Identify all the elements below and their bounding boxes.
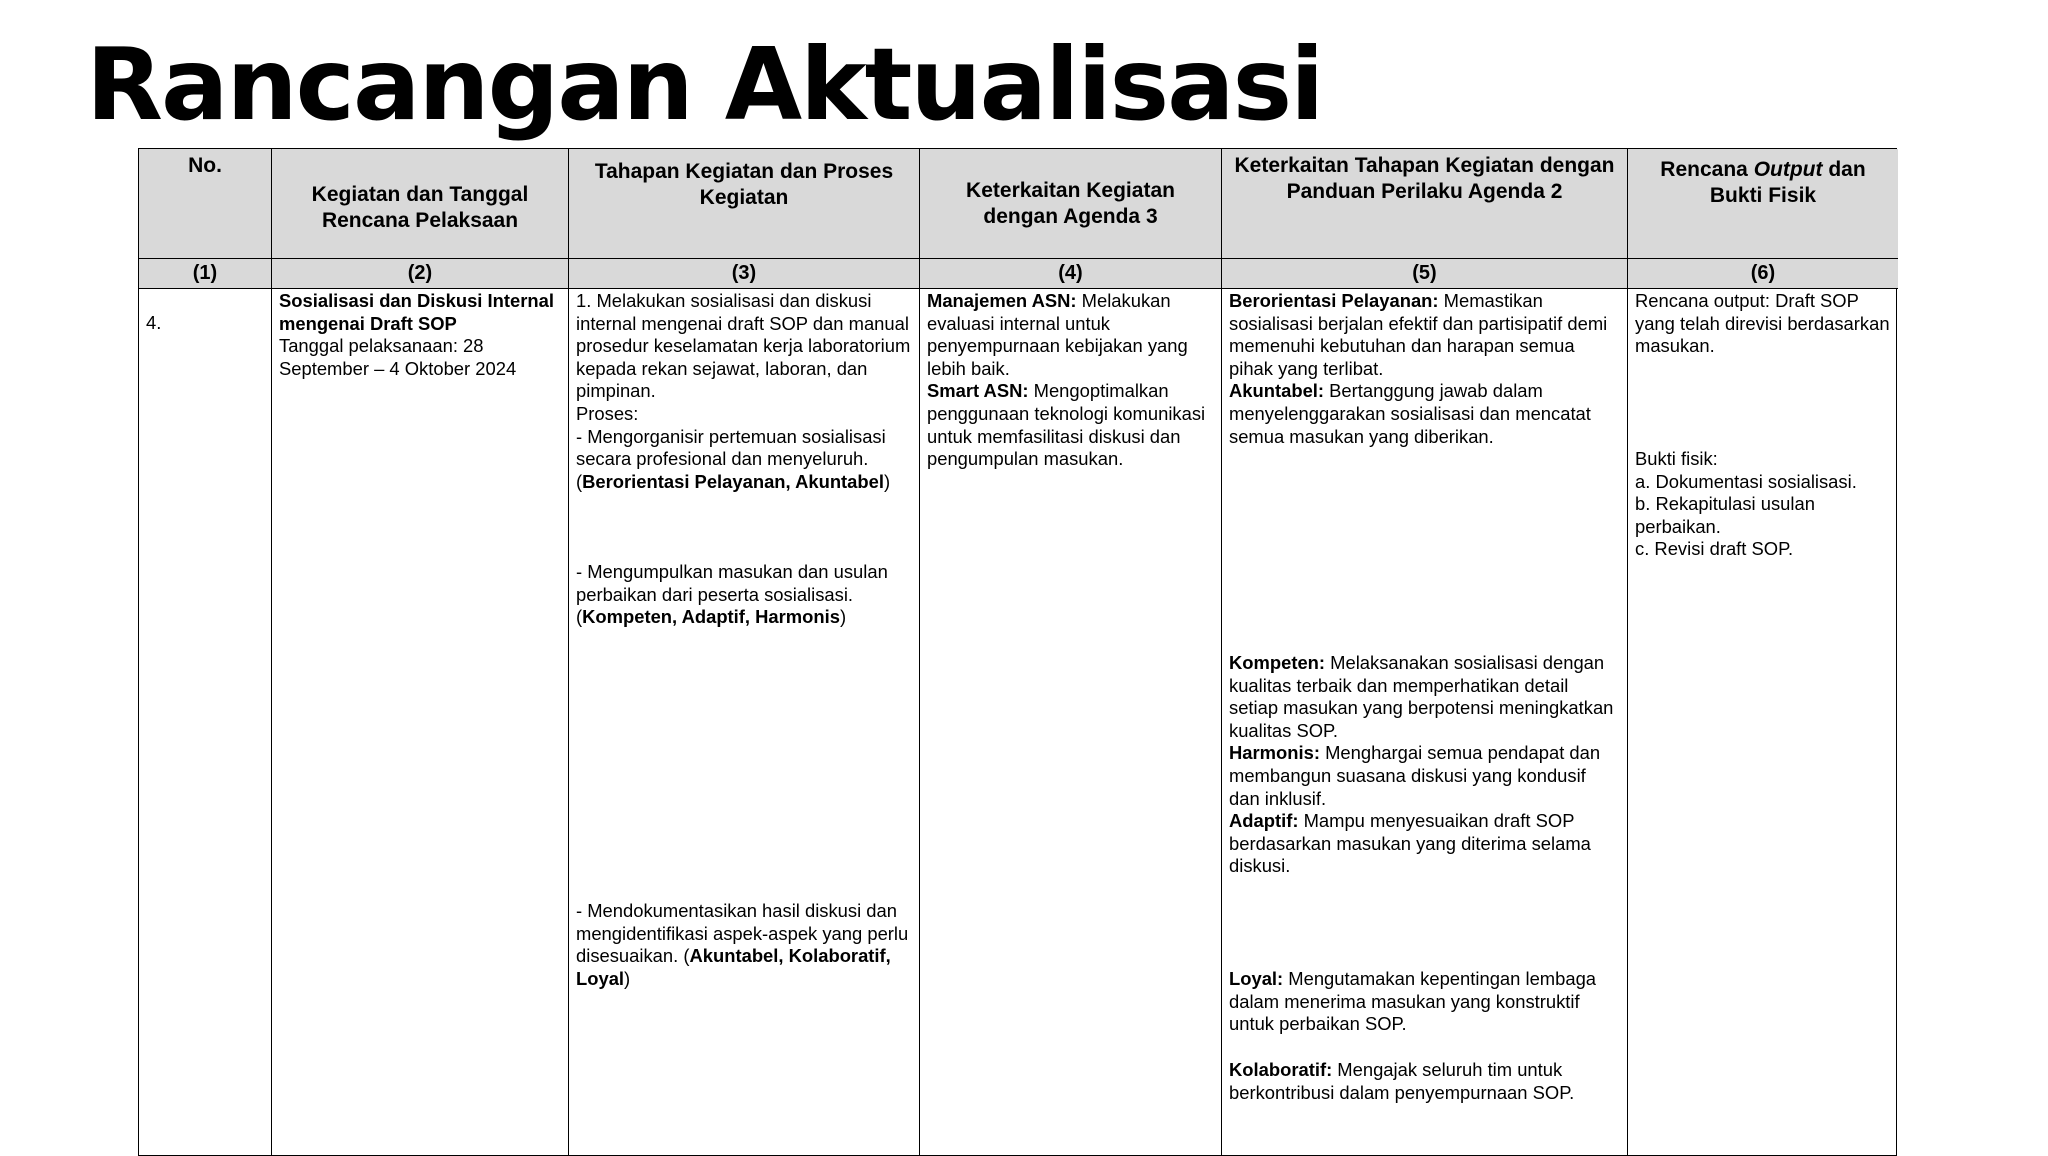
loyal-label: Loyal: [1229, 968, 1284, 989]
cell-agenda2 [1222, 290, 1627, 1155]
agenda2-block-1 [1229, 290, 1621, 448]
adaptif-text: Mampu menyesuaikan draft SOP berdasarkan masukan yang diterima selama diskusi. [1229, 810, 1591, 877]
header-tahapan [569, 149, 919, 259]
column-agenda2 [1222, 149, 1628, 1155]
header-tahapan-label: Tahapan Kegiatan dan Proses Kegiatan [594, 160, 894, 209]
header-kegiatan [272, 149, 568, 259]
header-agenda2-label: Keterkaitan Tahapan Kegiatan dengan Panduan Perilaku Agenda 2 [1234, 154, 1615, 203]
header-output-label: Rencana Output dan Bukti Fisik [1660, 158, 1866, 207]
berorientasi-text: Memastikan sosialisasi berjalan efektif dan partisipatif demi memenuhi kebutuhan dan harapan semua pihak yang terlibat. [1229, 290, 1608, 379]
harmonis-label: Harmonis: [1229, 742, 1320, 764]
agenda2-block-3 [1229, 968, 1621, 1036]
proses-1-text: - Mengorganisir pertemuan sosialisasi secara profesional dan menyeluruh. ( [576, 425, 886, 492]
proses-label: Proses: [576, 402, 639, 424]
cell-tahapan [569, 290, 919, 1155]
cell-agenda3 [920, 290, 1221, 1155]
bukti-item: a. Dokumentasi sosialisasi. [1635, 470, 1857, 492]
col-number-6: (6) [1628, 259, 1898, 289]
step-1-text: 1. Melakukan sosialisasi dan diskusi internal mengenai draft SOP dan manual prosedur keselamatan kerja laboratorium kepada rekan sejawat, laboran, dan pimpinan. [576, 290, 911, 402]
slide-title: Rancangan Aktualisasi [86, 26, 1323, 143]
akuntabel-text: Bertanggung jawab dalam menyelenggarakan sosialisasi dan mencatat semua masukan yang diberikan. [1229, 380, 1591, 447]
harmonis-text: Menghargai semua pendapat dan membangun suasana diskusi yang kondusif dan inklusif. [1229, 742, 1601, 809]
cell-kegiatan [272, 290, 568, 1155]
proses-2-text: - Mengumpulkan masukan dan usulan perbaikan dari peserta sosialisasi. ( [576, 561, 888, 628]
agenda3-text [927, 290, 1215, 471]
aktualisasi-table [138, 148, 1897, 1156]
header-agenda3-label: Keterkaitan Kegiatan dengan Agenda 3 [966, 178, 1175, 228]
manajemen-asn-text: Melakukan evaluasi internal untuk penyempurnaan kebijakan yang lebih baik. [927, 290, 1188, 379]
kolaboratif-text: Mengajak seluruh tim untuk berkontribusi dalam penyempurnaan SOP. [1229, 1059, 1575, 1103]
column-no [139, 149, 272, 1155]
manajemen-asn-label: Manajemen ASN: [927, 290, 1077, 311]
header-no-label: No. [188, 154, 222, 177]
column-kegiatan [272, 149, 569, 1155]
bukti-item: b. Rekapitulasi usulan perbaikan. [1635, 493, 1815, 537]
proses-2-close: ) [839, 606, 847, 628]
kompeten-label: Kompeten: [1229, 652, 1326, 673]
col-number-2: (2) [272, 259, 568, 289]
col-number-1: (1) [139, 259, 271, 289]
column-output [1628, 149, 1898, 1155]
column-tahapan [569, 149, 920, 1155]
kegiatan-name: Sosialisasi dan Diskusi Internal mengenai Draft SOP [279, 290, 554, 334]
bukti-label: Bukti fisik: [1635, 448, 1718, 469]
smart-asn-text: Mengoptimalkan penggunaan teknologi komunikasi untuk memfasilitasi diskusi dan pengumpulan masukan. [927, 380, 1206, 470]
proses-2-values: Kompeten, Adaptif, Harmonis [582, 606, 840, 628]
kegiatan-text [279, 290, 562, 380]
proses-3-close: ) [624, 967, 631, 989]
column-agenda3 [920, 149, 1222, 1155]
bukti-item: c. Revisi draft SOP. [1635, 538, 1794, 560]
agenda2-block-4 [1229, 1059, 1621, 1104]
header-output [1628, 149, 1898, 259]
tahapan-proses-2 [576, 561, 913, 629]
proses-3-values: Akuntabel, Kolaboratif, Loyal [576, 945, 891, 989]
proses-1-values: Berorientasi Pelayanan, Akuntabel [582, 470, 884, 492]
header-agenda2 [1222, 149, 1627, 259]
output-rencana: Rencana output: Draft SOP yang telah direvisi berdasarkan masukan. [1635, 290, 1890, 357]
proses-3-text: - Mendokumentasikan hasil diskusi dan mengidentifikasi aspek-aspek yang perlu disesuaikan. ( [576, 900, 909, 967]
tahapan-proses-3 [576, 900, 913, 990]
cell-no [139, 290, 271, 1155]
smart-asn-label: Smart ASN: [927, 380, 1029, 402]
col-number-3: (3) [569, 259, 919, 289]
berorientasi-label: Berorientasi Pelayanan: [1229, 290, 1439, 311]
kolaboratif-label: Kolaboratif: [1229, 1059, 1333, 1080]
output-bukti-fisik [1635, 448, 1892, 561]
akuntabel-label: Akuntabel: [1229, 380, 1325, 402]
agenda2-block-2 [1229, 652, 1621, 878]
loyal-text: Mengutamakan kepentingan lembaga dalam menerima masukan yang konstruktif untuk perbaikan SOP. [1229, 968, 1597, 1035]
col-number-4: (4) [920, 259, 1221, 289]
col-number-5: (5) [1222, 259, 1627, 289]
kegiatan-date: Tanggal pelaksanaan: 28 September – 4 Oktober 2024 [279, 335, 517, 379]
header-kegiatan-label: Kegiatan dan Tanggal Rencana Pelaksaan [311, 182, 529, 232]
row-number: 4. [146, 312, 162, 333]
tahapan-step-1 [576, 290, 913, 493]
header-agenda3 [920, 149, 1221, 259]
header-no [139, 149, 271, 259]
proses-1-close: ) [883, 470, 891, 492]
adaptif-label: Adaptif: [1229, 810, 1299, 832]
kompeten-text: Melaksanakan sosialisasi dengan kualitas terbaik dan memperhatikan detail setiap masukan yang berpotensi meningkatkan kualitas SOP. [1229, 652, 1614, 741]
cell-output [1628, 290, 1898, 1155]
